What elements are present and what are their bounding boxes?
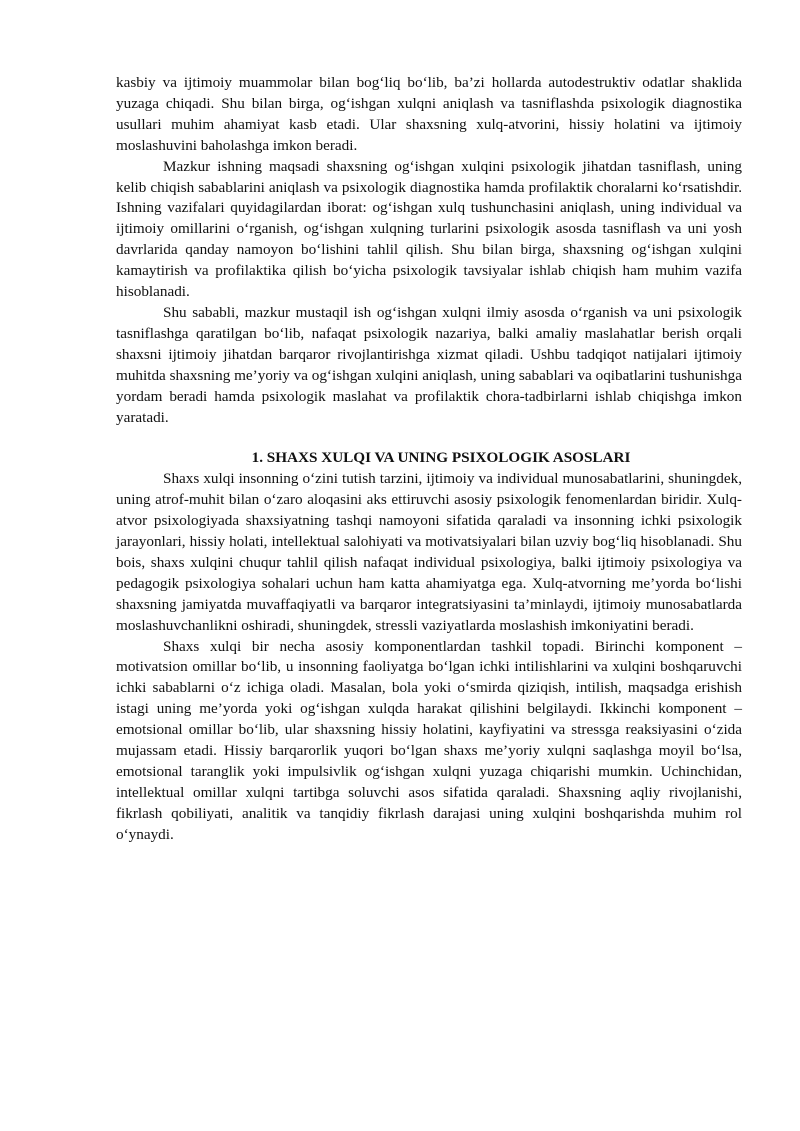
document-page: [116, 73, 742, 846]
section-heading: 1. SHAXS XULQI VA UNING PSIXOLOGIK ASOSLARI: [251, 449, 631, 467]
section-paragraph-2: Shaxs xulqi bir necha asosiy komponentlardan tashkil topadi. Birinchi komponent – motivatsion omillar bo‘lib, u insonning faoliyatga bo‘lgan ichki intilishlarini va xulqini boshqaruvchi ichki sabablarni o‘z ichiga oladi. Masalan, bola yoki o‘smirda qiziqish, intilish, maqsadga erishish istagi uning me’yorda yoki og‘ishgan xulqda harakat qilishini belgilaydi. Ikkinchi komponent – emotsional omillar bo‘lib, ular shaxsning hissiy holatini, kayfiyatini va stressga reaksiyasini o‘zida mujassam etadi. Hissiy barqarorlik yuqori bo‘lgan shaxs me’yoriy xulqni saqlashga moyil bo‘lsa, emotsional taranglik yoki impulsivlik og‘ishgan xulqni yuzaga chiqarishi mumkin. Uchinchidan, intellektual omillar xulqni tartibga soluvchi asos sifatida qaraladi. Shaxsning aqliy rivojlanishi, fikrlash qobiliyati, analitik va tanqidiy fikrlash darajasi uning xulqini boshqarishda muhim rol o‘ynaydi.: [116, 637, 742, 843]
section-paragraph-1: Shaxs xulqi insonning o‘zini tutish tarzini, ijtimoiy va individual munosabatlarini, shuningdek, uning atrof-muhit bilan o‘zaro aloqasini aks ettiruvchi asosiy psixologik fenomenlardan biridir. Xulq-atvor psixologiyada shaxsiyatning tashqi namoyoni sifatida qaraladi va insonning ichki psixologik jarayonlari, hissiy holati, intellektual salohiyati va motivatsiyalari bilan uzviy bog‘liq hisoblanadi. Shu bois, shaxs xulqini chuqur tahlil qilish nafaqat individual psixologiya, balki ijtimoiy psixologiya va pedagogik psixologiya sohalari uchun ham katta ahamiyatga ega. Xulq-atvorning me’yorda bo‘lishi shaxsning jamiyatda muvaffaqiyatli va barqaror integratsiyasini ta’minlaydi, ijtimoiy munosabatlarda moslashuvchanlikni oshiradi, shuningdek, stressli vaziyatlarda moslashish imkoniyatini beradi.: [116, 470, 742, 634]
intro-paragraph-1: kasbiy va ijtimoiy muammolar bilan bog‘liq bo‘lib, ba’zi hollarda autodestruktiv odatlar shaklida yuzaga chiqadi. Shu bilan birga, og‘ishgan xulqni aniqlash va tasniflashda psixologik diagnostika usullari muhim ahamiyat kasb etadi. Ular shaxsning xulq-atvorini, hissiy holatini va ijtimoiy moslashuvini baholashga imkon beradi.: [116, 74, 742, 154]
intro-paragraph-3: Shu sababli, mazkur mustaqil ish og‘ishgan xulqni ilmiy asosda o‘rganish va uni psixologik tasniflashga qaratilgan bo‘lib, nafaqat psixologik nazariya, balki amaliy maslahatlar berish orqali shaxsni ijtimoiy jihatdan barqaror rivojlantirishga xizmat qiladi. Ushbu tadqiqot natijalari ijtimoiy muhitda shaxsning me’yoriy va og‘ishgan xulqini aniqlash, uning sabablari va oqibatlarini tushunishga yordam beradi hamda psixologik maslahat va profilaktik chora-tadbirlarni ishlab chiqishga imkon yaratadi.: [116, 303, 742, 426]
intro-paragraph-2: Mazkur ishning maqsadi shaxsning og‘ishgan xulqini psixologik jihatdan tasniflash, uning kelib chiqish sabablarini aniqlash va psixologik diagnostika hamda profilaktik choralarni ko‘rsatishdir. Ishning vazifalari quyidagilardan iborat: og‘ishgan xulq tushunchasini aniqlash, uning individual va ijtimoiy omillarini o‘rganish, og‘ishgan xulqning turlarini psixologik asosda tasniflash va uni yosh davrlarida qanday namoyon bo‘lishini tahlil qilish. Shu bilan birga, shaxsning og‘ishgan xulqini kamaytirish va profilaktika qilish bo‘yicha psixologik tavsiyalar ishlab chiqish ham muhim vazifa hisoblanadi.: [116, 157, 742, 301]
